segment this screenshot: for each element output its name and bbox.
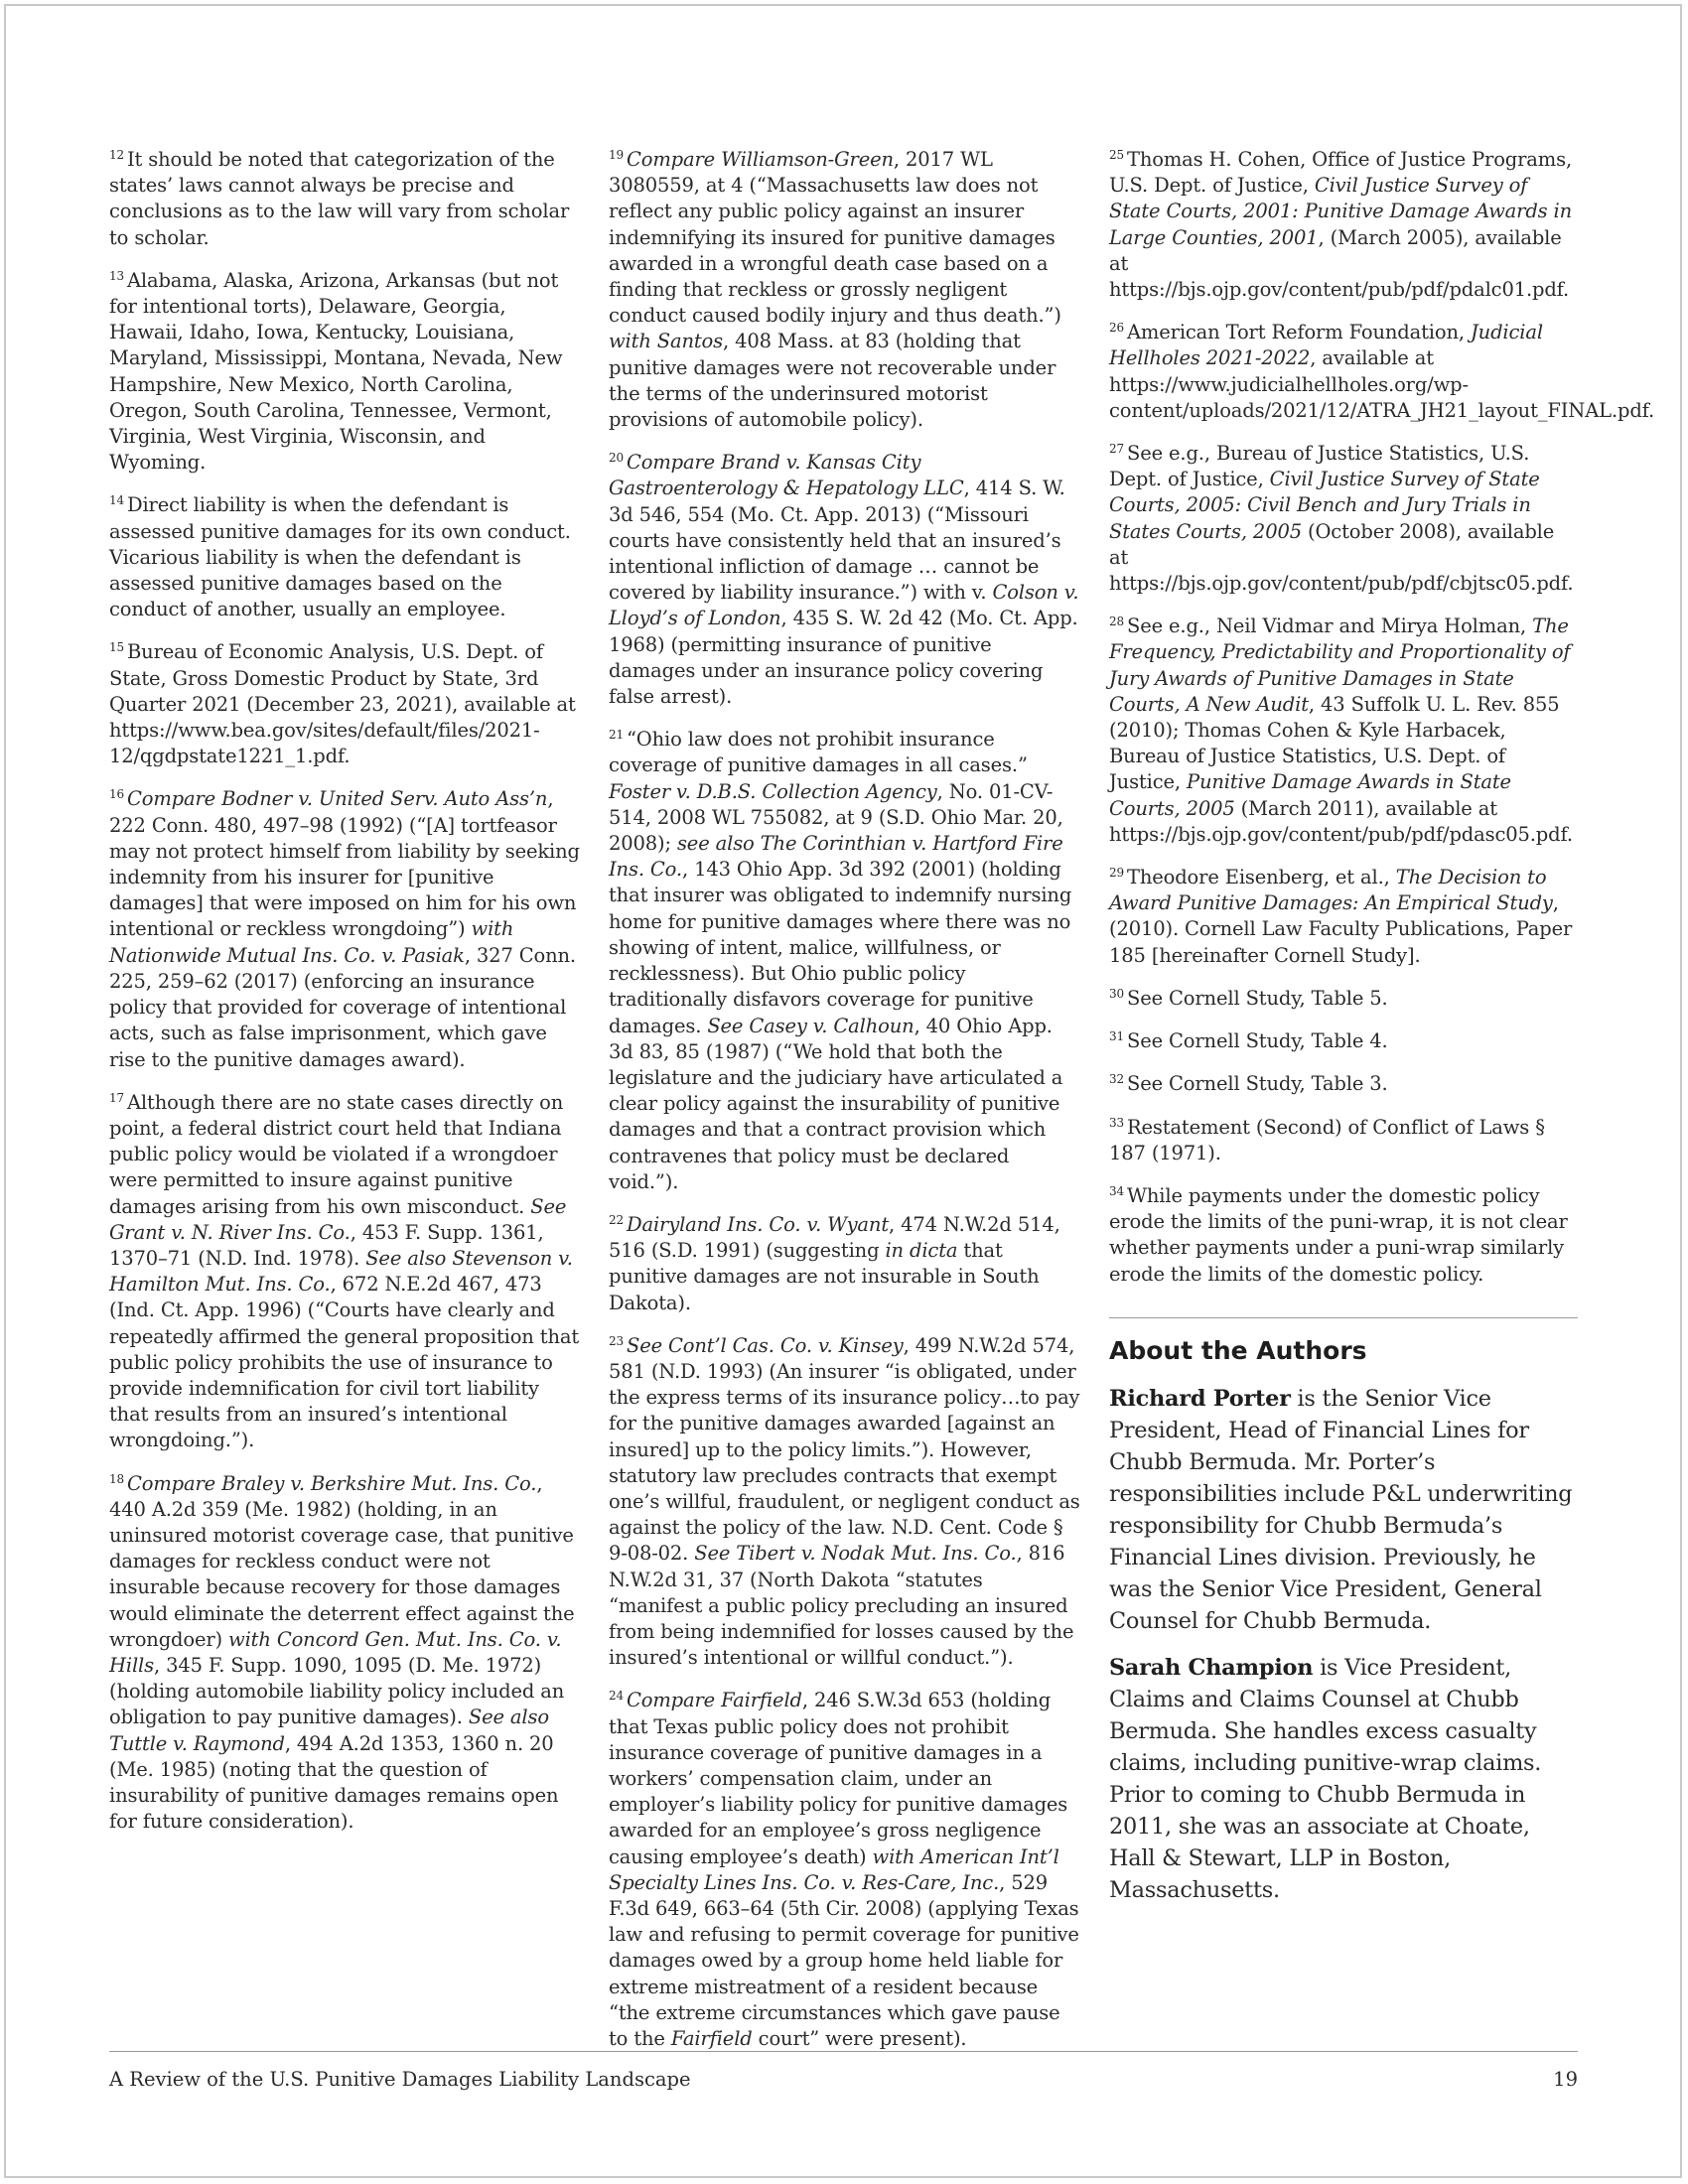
footnotes-column-1 xyxy=(109,142,584,1846)
footnote-16: $^{16}$ Compare Bodner v. United Serv. Auto Ass’n, 222 Conn. 480, 497–98 (1992) (“[A] tortfeasor may not protect himself from liability by seeking indemnity from his insurer for [punitive damages] that were imposed on him for his own intentional or reckless wrongdoing”) with Nationwide Mutual Ins. Co. v. Pasiak, 327 Conn. 225, 259–62 (2017) (enforcing an insurance policy that provided for coverage of intentional acts, such as false imprisonment, which gave rise to the punitive damages award). xyxy=(109,787,580,1071)
footnote-15: $^{15}$ Bureau of Economic Analysis, U.S. Dept. of State, Gross Domestic Product by State, 3rd Quarter 2021 (December 23, 2021), available at https://www.bea.gov/sites/default/files/2021-12/qgdpstate1221_1.pdf. xyxy=(109,640,576,768)
footnote-23: $^{23}$ See Cont’l Cas. Co. v. Kinsey, 499 N.W.2d 574, 581 (N.D. 1993) (An insurer “is obligated, under the express terms of its insurance policy…to pay for the punitive damages awarded [against an insured] up to the policy limits.”). However, statutory law precludes contracts that exempt one’s willful, fraudulent, or negligent conduct as against the policy of the law. N.D. Cent. Code § 9-08-02. See Tibert v. Nodak Mut. Ins. Co., 816 N.W.2d 31, 37 (North Dakota “statutes “manifest a public policy precluding an insured from being indemnified for losses caused by the insured’s intentional or willful conduct.”). xyxy=(609,1333,1080,1670)
section-divider xyxy=(1109,1317,1578,1318)
footnote-25: $^{25}$ Thomas H. Cohen, Office of Justice Programs, U.S. Dept. of Justice, Civil Justice Survey of State Courts, 2001: Punitive Damage Awards in Large Counties, 2001, (March 2005), available at https://bjs.ojp.gov/content/pub/pdf/pdalc01.pdf. xyxy=(1109,148,1573,302)
page-number: 19 xyxy=(1553,2068,1578,2091)
footnote-20: $^{20}$ Compare Brand v. Kansas City Gastroenterology & Hepatology LLC, 414 S. W. 3d 546, 554 (Mo. Ct. App. 2013) (“Missouri courts have consistently held that an insured’s intentional infliction of damage … cannot be covered by liability insurance.”) with v. Colson v. Lloyd’s of London, 435 S. W. 2d 42 (Mo. Ct. App. 1968) (permitting insurance of punitive damages under an insurance policy covering false arrest). xyxy=(609,451,1079,709)
footnote-27: $^{27}$ See e.g., Bureau of Justice Statistics, U.S. Dept. of Justice, Civil Justice Survey of State Courts, 2005: Civil Bench and Jury Trials in States Courts, 2005 (October 2008), available at https://bjs.ojp.gov/content/pub/pdf/cbjtsc05.pdf. xyxy=(1109,442,1574,596)
footer-divider xyxy=(109,2051,1578,2052)
about-authors-heading: About the Authors xyxy=(1109,1335,1367,1365)
footnote-19: $^{19}$ Compare Williamson-Green, 2017 WL 3080559, at 4 (“Massachusetts law does not reflect any public policy against an insurer indemnifying its insured for punitive damages awarded in a wrongful death case based on a finding that reckless or grossly negligent conduct caused bodily injury and thus death.”) with Santos, 408 Mass. at 83 (holding that punitive damages were not recoverable under the terms of the underinsured motorist provisions of automobile policy). xyxy=(609,148,1061,432)
footnote-32: $^{32}$ See Cornell Study, Table 3. xyxy=(1109,1072,1388,1096)
footnote-12: $^{12}$ It should be noted that categorization of the states’ laws cannot always be precise and conclusions as to the law will vary from scholar to scholar. xyxy=(109,148,570,249)
footnote-22: $^{22}$ Dairyland Ins. Co. v. Wyant, 474 N.W.2d 514, 516 (S.D. 1991) (suggesting in dicta that punitive damages are not insurable in South Dakota). xyxy=(609,1212,1060,1314)
footnote-13: $^{13}$ Alabama, Alaska, Arizona, Arkansas (but not for intentional torts), Delaware, Georgia, Hawaii, Idaho, Iowa, Kentucky, Louisiana, Maryland, Mississippi, Montana, Nevada, New Hampshire, New Mexico, North Carolina, Oregon, South Carolina, Tennessee, Vermont, Virginia, West Virginia, Wisconsin, and Wyoming. xyxy=(109,268,563,475)
author-bio-porter: Richard Porter is the Senior Vice President, Head of Financial Lines for Chubb Bermuda. Mr. Porter’s responsibilities include P&L underwriting responsibility for Chubb Bermuda’s Financial Lines division. Previously, he was the Senior Vice President, General Counsel for Chubb Bermuda. xyxy=(1109,1385,1573,1634)
footnote-21: $^{21}$ “Ohio law does not prohibit insurance coverage of punitive damages in all cases.” Foster v. D.B.S. Collection Agency, No. 01-CV-514, 2008 WL 755082, at 9 (S.D. Ohio Mar. 20, 2008); see also The Corinthian v. Hartford Fire Ins. Co., 143 Ohio App. 3d 392 (2001) (holding that insurer was obligated to indemnify nursing home for punitive damages where there was no showing of intent, malice, willfulness, or recklessness). But Ohio public policy traditionally disfavors coverage for punitive damages. See Casey v. Calhoun, 40 Ohio App. 3d 83, 85 (1987) (“We hold that both the legislature and the judiciary have articulated a clear policy against the insurability of punitive damages and that a contract provision which contravenes that policy must be declared void.”). xyxy=(609,728,1072,1193)
footnotes-column-2 xyxy=(609,142,1080,2064)
footnotes-column-3 xyxy=(1109,142,1655,1921)
footer-document-title: A Review of the U.S. Punitive Damages Liability Landscape xyxy=(109,2068,691,2091)
author-bio-champion: Sarah Champion is Vice President, Claims and Claims Counsel at Chubb Bermuda. She handles excess casualty claims, including punitive-wrap claims. Prior to coming to Chubb Bermuda in 2011, she was an associate at Choate, Hall & Stewart, LLP in Boston, Massachusetts. xyxy=(1109,1654,1542,1903)
footnote-24: $^{24}$ Compare Fairfield, 246 S.W.3d 653 (holding that Texas public policy does not prohibit insurance coverage of punitive damages in a workers’ compensation claim, under an employer’s liability policy for punitive damages awarded for an employee’s gross negligence causing employee’s death) with American Int’l Specialty Lines Ins. Co. v. Res-Care, Inc., 529 F.3d 649, 663–64 (5th Cir. 2008) (applying Texas law and refusing to permit coverage for punitive damages owed by a group home held liable for extreme mistreatment of a resident because “the extreme circumstances which gave pause to the Fairfield court” were present). xyxy=(609,1689,1079,2051)
footnote-33: $^{33}$ Restatement (Second) of Conflict of Laws § 187 (1971). xyxy=(1109,1115,1545,1164)
footnote-26: $^{26}$ American Tort Reform Foundation, Judicial Hellholes 2021-2022, available at https://www.judicialhellholes.org/wp-content/uploads/2021/12/ATRA_JH21_layout_FINAL.pdf. xyxy=(1109,321,1655,422)
footnote-31: $^{31}$ See Cornell Study, Table 4. xyxy=(1109,1029,1388,1053)
footnote-17: $^{17}$ Although there are no state cases directly on point, a federal district court held that Indiana public policy would be violated if a wrongdoer were permitted to insure against punitive damages arising from his own misconduct. See Grant v. N. River Ins. Co., 453 F. Supp. 1361, 1370–71 (N.D. Ind. 1978). See also Stevenson v. Hamilton Mut. Ins. Co., 672 N.E.2d 467, 473 (Ind. Ct. App. 1996) (“Courts have clearly and repeatedly affirmed the general proposition that public policy prohibits the use of insurance to provide indemnification for civil tort liability that results from an insured’s intentional wrongdoing.”). xyxy=(109,1090,580,1452)
footnote-34: $^{34}$ While payments under the domestic policy erode the limits of the puni-wrap, it is not clear whether payments under a puni-wrap similarly erode the limits of the domestic policy. xyxy=(1109,1183,1568,1286)
author-name: Richard Porter xyxy=(1109,1385,1291,1412)
footnote-14: $^{14}$ Direct liability is when the defendant is assessed punitive damages for its own conduct. Vicarious liability is when the defendant is assessed punitive damages based on the conduct of another, usually an employee. xyxy=(109,493,571,621)
author-name: Sarah Champion xyxy=(1109,1654,1314,1681)
footnote-29: $^{29}$ Theodore Eisenberg, et al., The Decision to Award Punitive Damages: An Empirical Study, (2010). Cornell Law Faculty Publications, Paper 185 [hereinafter Cornell Study]. xyxy=(1109,866,1573,967)
footnote-18: $^{18}$ Compare Braley v. Berkshire Mut. Ins. Co., 440 A.2d 359 (Me. 1982) (holding, in an uninsured motorist coverage case, that punitive damages for reckless conduct were not insurable because recovery for those damages would eliminate the deterrent effect against the wrongdoer) with Concord Gen. Mut. Ins. Co. v. Hills, 345 F. Supp. 1090, 1095 (D. Me. 1972) (holding automobile liability policy included an obligation to pay punitive damages). See also Tuttle v. Raymond, 494 A.2d 1353, 1360 n. 20 (Me. 1985) (noting that the question of insurability of punitive damages remains open for future consideration). xyxy=(109,1471,575,1834)
footnote-30: $^{30}$ See Cornell Study, Table 5. xyxy=(1109,986,1388,1010)
footnote-28: $^{28}$ See e.g., Neil Vidmar and Mirya Holman, The Frequency, Predictability and Proportionality of Jury Awards of Punitive Damages in State Courts, A New Audit, 43 Suffolk U. L. Rev. 855 (2010); Thomas Cohen & Kyle Harbacek, Bureau of Justice Statistics, U.S. Dept. of Justice, Punitive Damage Awards in State Courts, 2005 (March 2011), available at https://bjs.ojp.gov/content/pub/pdf/pdasc05.pdf. xyxy=(1109,614,1573,846)
